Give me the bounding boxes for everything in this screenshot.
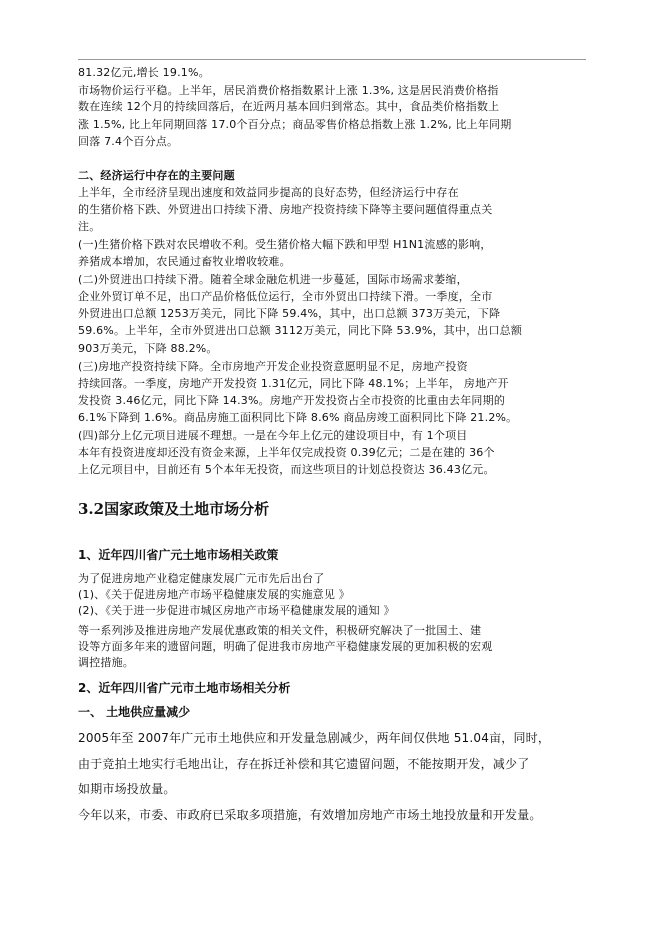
header-rule (78, 59, 586, 60)
text-line: 2005年至 2007年广元市土地供应和开发量急剧减少，两年间仅供地 51.04亩，同时， (78, 731, 551, 745)
text-line: 上半年，全市经济呈现出速度和效益同步提高的良好态势，但经济运行中存在 (78, 186, 459, 199)
text-line: 注。 (78, 220, 101, 233)
text-line: 的生猪价格下跌、外贸进出口持续下滑、房地产投资持续下降等主要问题值得重点关 (78, 203, 493, 216)
text-line: 发投资 3.46亿元，同比下降 14.3%。房地产开发投资占全市投资的比重由去年同期的 (78, 394, 506, 407)
text-line: 调控措施。 (78, 656, 134, 669)
text-line: 本年有投资进度却还没有资金来源，上半年仅完成投资 0.39亿元；二是在建的 36个 (78, 446, 495, 459)
text-line: 如期市场投放量。 (78, 782, 176, 796)
text-line: 涨 1.5%, 比上年同期回落 17.0个百分点；商品零售价格总指数上涨 1.2%, 比上年同期 (78, 118, 512, 131)
section-heading: 二、经济运行中存在的主要问题 (78, 169, 235, 182)
text-line: 数在连续 12个月的持续回落后，在近两月基本回归到常态。其中，食品类价格指数上 (78, 100, 500, 113)
section-title: 3.2国家政策及土地市场分析 (78, 500, 270, 518)
text-line: 今年以来，市委、市政府已采取多项措施，有效增加房地产市场土地投放量和开发量。 (78, 808, 542, 822)
text-line: 回落 7.4个百分点。 (78, 135, 179, 148)
text-line: 市场物价运行平稳。上半年，居民消费价格指数累计上涨 1.3%, 这是居民消费价格指 (78, 84, 499, 97)
text-line: 持续回落。一季度，房地产开发投资 1.31亿元，同比下降 48.1%；上半年， 房地产开 (78, 377, 509, 390)
subsection-heading: 1、近年四川省广元土地市场相关政策 (78, 548, 279, 562)
text-line: 养猪成本增加，农民通过畜牧业增收较难。 (78, 255, 291, 268)
text-line: 81.32亿元,增长 19.1%。 (78, 66, 210, 79)
text-line: (三)房地产投资持续下降。全市房地产开发企业投资意愿明显不足，房地产投资 (78, 360, 468, 373)
text-line: 企业外贸订单不足，出口产品价格低位运行，全市外贸出口持续下滑。一季度，全市 (78, 290, 493, 303)
text-line: (一)生猪价格下跌对农民增收不利。受生猪价格大幅下跌和甲型 H1N1流感的影响， (78, 238, 492, 251)
text-line: 上亿元项目中，目前还有 5个本年无投资，而这些项目的计划总投资达 36.43亿元。 (78, 463, 495, 476)
text-line: (四)部分上亿元项目进展不理想。一是在今年上亿元的建设项目中，有 1个项目 (78, 429, 468, 442)
text-line: 由于竞拍土地实行毛地出让，存在拆迁补偿和其它遗留问题，不能按期开发，减少了 (78, 757, 530, 771)
text-line: (2)、《关于进一步促进市城区房地产市场平稳健康发展的通知 》 (78, 604, 395, 617)
text-line: 6.1%下降到 1.6%。商品房施工面积同比下降 8.6% 商品房竣工面积同比下降 21.2%。 (78, 411, 518, 424)
item-heading: 一、 土地供应量减少 (78, 705, 191, 719)
text-line: 为了促进房地产业稳定健康发展广元市先后出台了 (78, 572, 325, 585)
text-line: 59.6%。上半年，全市外贸进出口总额 3112万美元，同比下降 53.9%，其中，出口总额 (78, 324, 523, 337)
text-line: 外贸进出口总额 1253万美元，同比下降 59.4%，其中，出口总额 373万美元，下降 (78, 307, 501, 320)
subsection-heading: 2、近年四川省广元市土地市场相关分析 (78, 681, 291, 695)
text-line: (1)、《关于促进房地产市场平稳健康发展的实施意见 》 (78, 588, 350, 601)
text-line: 903万美元，下降 88.2%。 (78, 342, 218, 355)
text-line: 等一系列涉及推进房地产发展优惠政策的相关文件，积极研究解决了一批国土、建 (78, 624, 482, 637)
text-line: (二)外贸进出口持续下滑。随着全球金融危机进一步蔓延，国际市场需求萎缩， (78, 273, 468, 286)
text-line: 设等方面多年来的遗留问题，明确了促进我市房地产平稳健康发展的更加积极的宏观 (78, 640, 493, 653)
